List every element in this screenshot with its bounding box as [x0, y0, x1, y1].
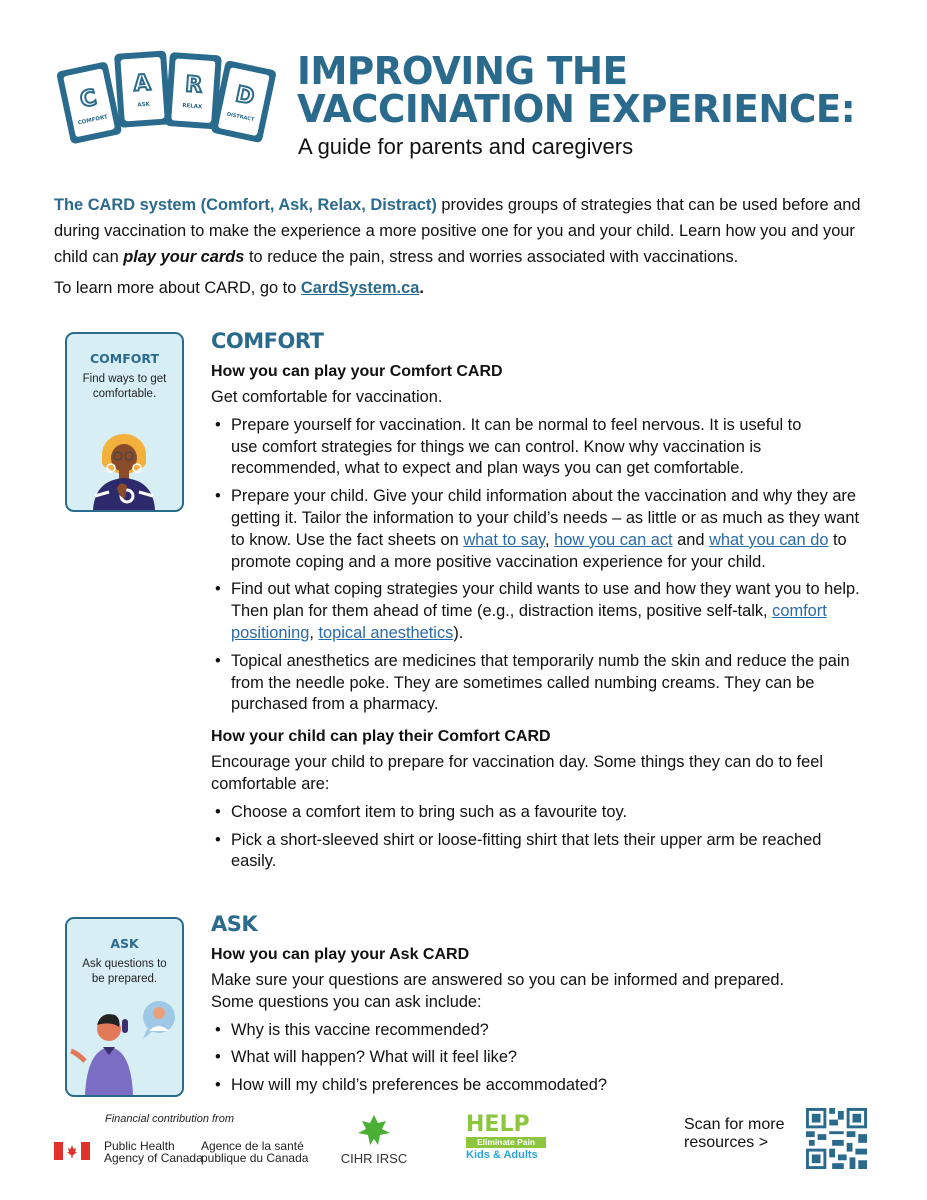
svg-text:ASK: ASK	[137, 101, 151, 109]
comfort-child-intro: Encourage your child to prepare for vaccination day. Some things they can do to feel comfortable are:	[211, 753, 823, 793]
ask-section	[211, 912, 871, 1103]
svg-text:COMFORT: COMFORT	[77, 114, 109, 127]
help-wordmark: HELP	[466, 1112, 530, 1137]
scan-for-more-text	[684, 1116, 784, 1152]
financial-contribution-label: Financial contribution from	[105, 1113, 235, 1125]
list-item-text: and	[672, 530, 710, 549]
qr-code-icon[interactable]	[806, 1108, 867, 1169]
card-r-icon	[165, 52, 222, 129]
list-item-text: Prepare yourself for vaccination. It can be normal to feel nervous. It is useful to use comfort strategies for things we can control. Know why vaccination is recommended, what to expect and plan ways you can get comfortable.	[231, 415, 802, 478]
comfort-parent-list	[211, 415, 871, 716]
comfort-parent-heading: How you can play your Comfort CARD	[211, 363, 503, 380]
ask-card-title: ASK	[110, 936, 139, 951]
learn-more-line	[54, 279, 424, 298]
footer	[0, 1108, 927, 1178]
help-tagline: Eliminate Pain	[466, 1137, 546, 1148]
phac-name-french	[201, 1140, 308, 1164]
cihr-wordmark: CIHR IRSC	[340, 1151, 408, 1166]
ask-parent-list	[211, 1020, 871, 1097]
comfort-positioning-link[interactable]: comfort positioning	[231, 602, 827, 642]
list-item: • How will my child’s preferences be accommodated?	[211, 1075, 871, 1097]
list-item-text: ).	[453, 623, 464, 642]
comfort-parent-intro: Get comfortable for vaccination.	[211, 388, 443, 406]
man-on-phone-illustration-icon	[67, 985, 182, 1095]
cihr-logo	[338, 1113, 410, 1171]
svg-text:C: C	[77, 85, 99, 114]
list-item-text: Prepare your child. Give your child information about the vaccination and why they are getting it. Tailor the information to your child’s needs – as little or as much as they want to know. Use the fact sheets on	[231, 487, 860, 549]
card-a-icon	[114, 50, 171, 127]
intro-paragraph	[54, 192, 874, 270]
cihr-leaf-icon	[338, 1113, 410, 1147]
comfort-card-text: Find ways to get comfortable.	[82, 373, 167, 400]
ask-card-text: Ask questions to be prepared.	[82, 958, 167, 985]
phac-name-english	[104, 1140, 203, 1164]
list-item-text: ,	[545, 530, 555, 549]
intro-lead: The CARD system (Comfort, Ask, Relax, Distract)	[54, 196, 437, 214]
list-item-text: Find out what coping strategies your child wants to use and how they want you to help. Then plan for them ahead of time (e.g., distraction items, positive self-talk,	[231, 580, 860, 621]
phac-fr-line-2: publique du Canada	[201, 1151, 309, 1165]
svg-text:D: D	[233, 82, 257, 111]
ask-parent-intro: Make sure your questions are answered so you can be informed and prepared. Some questions you can ask include:	[211, 971, 785, 1011]
list-item	[211, 579, 871, 644]
list-item: • Choose a comfort item to bring such as a favourite toy.	[211, 802, 871, 824]
comfort-child-heading: How your child can play their Comfort CARD	[211, 728, 551, 746]
list-item-text: Topical anesthetics are medicines that temporarily numb the skin and reduce the pain from the needle poke. They are sometimes called numbing creams. They can be purchased from a pharmacy.	[231, 651, 850, 714]
scan-line-2: resources >	[684, 1134, 769, 1151]
list-item	[211, 415, 871, 480]
topical-anesthetics-link[interactable]: topical anesthetics	[318, 623, 454, 642]
phac-en-line-1: Public Health	[104, 1139, 175, 1153]
comfort-card	[65, 332, 184, 512]
list-item	[211, 651, 871, 716]
comfort-section	[211, 329, 871, 879]
comfort-child-list	[211, 802, 871, 873]
comfort-card-title: COMFORT	[90, 351, 159, 366]
comfort-section-title: COMFORT	[211, 329, 324, 353]
card-c-icon	[56, 61, 122, 144]
ask-card	[65, 917, 184, 1097]
list-item-text: to promote coping and a more positive vaccination experience for your child.	[231, 530, 847, 571]
intro-text-2: to reduce the pain, stress and worries associated with vaccinations.	[244, 248, 739, 266]
list-item: • Why is this vaccine recommended?	[211, 1020, 871, 1042]
woman-illustration-icon	[67, 410, 182, 510]
svg-text:DISTRACT: DISTRACT	[226, 111, 255, 124]
list-item	[211, 486, 871, 573]
phac-fr-line-1: Agence de la santé	[201, 1139, 304, 1153]
learn-more-prefix: To learn more about CARD, go to	[54, 279, 301, 297]
svg-text:R: R	[184, 72, 204, 99]
card-system-logo	[52, 50, 284, 160]
how-you-can-act-link[interactable]: how you can act	[554, 530, 673, 549]
svg-text:RELAX: RELAX	[182, 102, 203, 111]
title-line-2: VACCINATION EXPERIENCE:	[297, 87, 856, 131]
help-kids-adults: Kids & Adults	[466, 1149, 538, 1161]
title-line-1: IMPROVING THE	[297, 49, 628, 93]
ask-parent-heading: How you can play your Ask CARD	[211, 946, 470, 963]
ask-section-title: ASK	[211, 912, 258, 936]
svg-text:A: A	[132, 70, 152, 97]
intro-emphasis: play your cards	[123, 248, 245, 266]
learn-more-suffix: .	[419, 279, 424, 297]
what-you-can-do-link[interactable]: what you can do	[709, 530, 829, 549]
page-title	[297, 49, 856, 131]
canada-flag-icon	[54, 1142, 90, 1160]
list-item-text: ,	[309, 623, 319, 642]
cardsystem-link[interactable]: CardSystem.ca	[300, 279, 420, 297]
scan-line-1: Scan for more	[684, 1116, 785, 1133]
help-eliminate-pain-logo	[466, 1114, 546, 1166]
phac-en-line-2: Agency of Canada	[104, 1151, 203, 1165]
page-subtitle: A guide for parents and caregivers	[298, 134, 634, 159]
intro-text-1: provides groups of strategies that can be used before and during vaccination to make the experience a more positive one for you and your child. Learn how you and your child can	[54, 196, 861, 266]
what-to-say-link[interactable]: what to say	[463, 530, 546, 549]
list-item: • Pick a short-sleeved shirt or loose-fitting shirt that lets their upper arm be reached easily.	[211, 830, 871, 874]
list-item: • What will happen? What will it feel like?	[211, 1047, 871, 1069]
